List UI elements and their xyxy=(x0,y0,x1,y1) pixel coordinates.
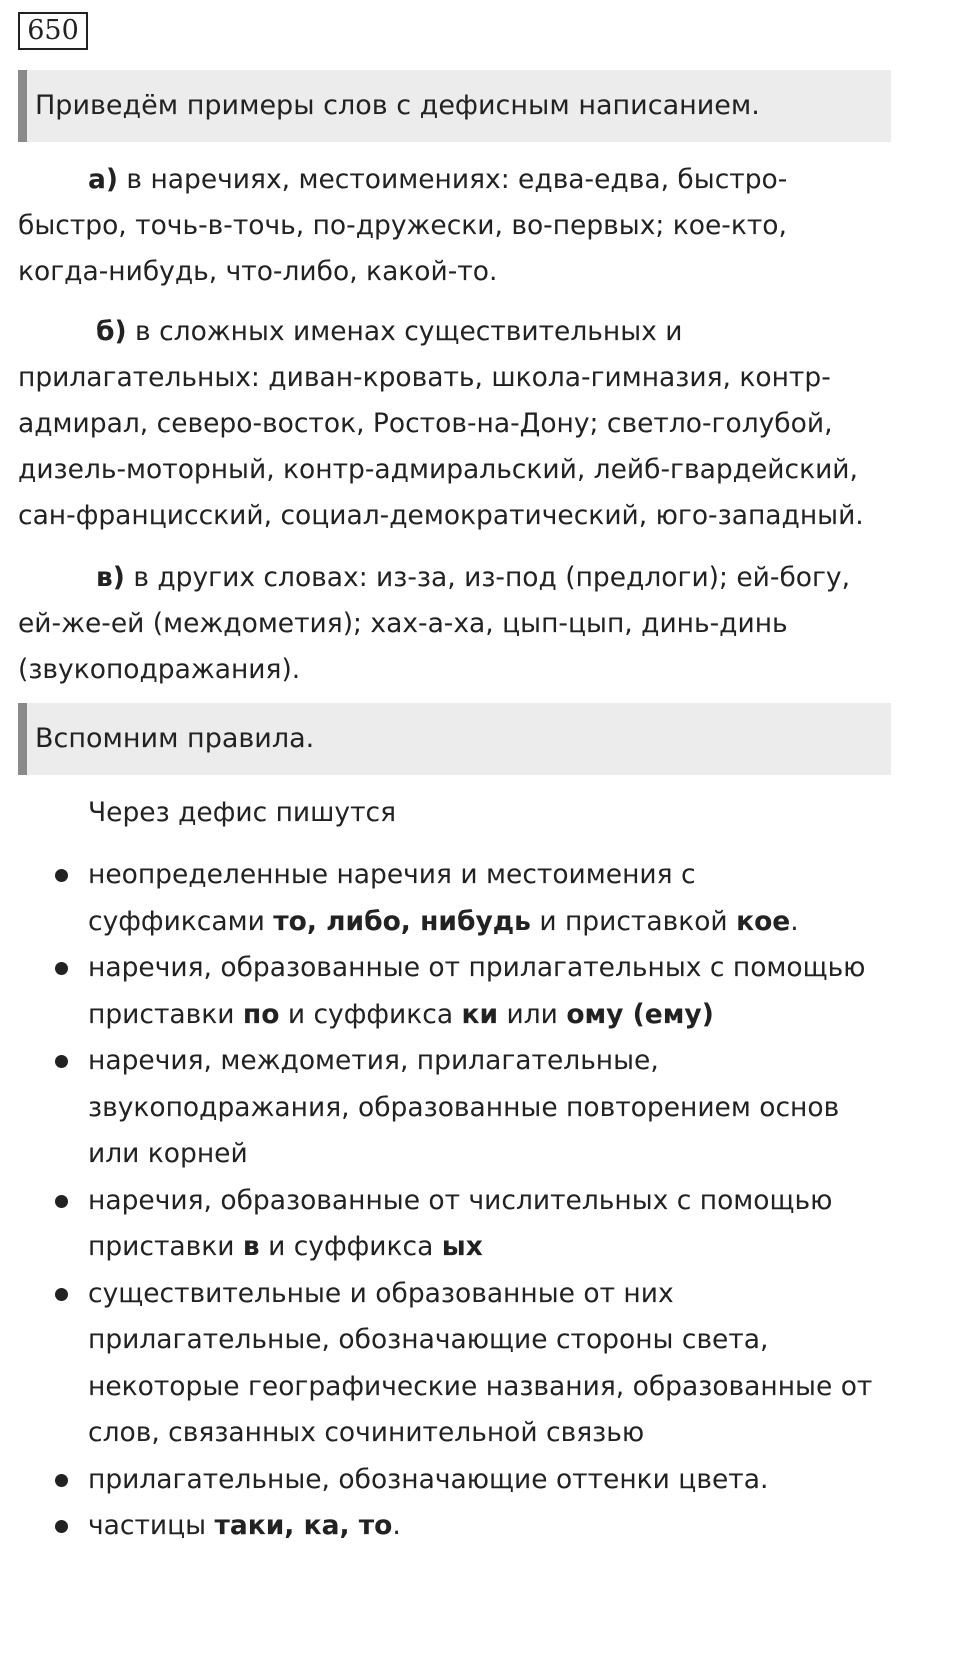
paragraph-c-line-3: (звукоподражания). xyxy=(18,654,301,685)
bullet-icon xyxy=(55,962,68,975)
rule-item-1: неопределенные наречия и местоимения с суффиксами то, либо, нибудь и приставкой кое. xyxy=(0,852,960,945)
paragraph-a-label: а) xyxy=(88,164,118,195)
rules-list xyxy=(0,852,960,1550)
paragraph-b-line-5: сан-францисский, социал-демократический, юго-западный. xyxy=(18,500,864,531)
section-banner-examples: Приведём примеры слов с дефисным написанием. xyxy=(18,70,891,142)
bullet-icon xyxy=(55,1195,68,1208)
paragraph-c-line-1: в) в других словах: из-за, из-под (предлоги); ей-богу, xyxy=(96,562,851,593)
bullet-icon xyxy=(55,869,68,882)
paragraph-a-line-2: быстро, точь-в-точь, по-дружески, во-первых; кое-кто, xyxy=(18,210,787,241)
paragraph-a xyxy=(18,157,898,295)
paragraph-a-line-3: когда-нибудь, что-либо, какой-то. xyxy=(18,256,498,287)
rule-item-7: частицы таки, ка, то. xyxy=(0,1503,960,1550)
bullet-icon xyxy=(55,1288,68,1301)
rule-item-3: наречия, междометия, прилагательные, звукоподражания, образованные повторением основ или корней xyxy=(0,1038,960,1178)
paragraph-a-line-1: а) в наречиях, местоимениях: едва-едва, быстро- xyxy=(88,164,788,195)
section-banner-rules: Вспомним правила. xyxy=(18,703,891,775)
rule-item-5: существительные и образованные от них прилагательные, обозначающие стороны света, некоторые географические названия, образованные от слов, связанных сочинительной связью xyxy=(0,1271,960,1457)
paragraph-b-line-3: адмирал, северо-восток, Ростов-на-Дону; светло-голубой, xyxy=(18,408,833,439)
paragraph-b xyxy=(18,309,898,539)
paragraph-b-line-4: дизель-моторный, контр-адмиральский, лейб-гвардейский, xyxy=(18,454,858,485)
rule-item-4: наречия, образованные от числительных с помощью приставки в и суффикса ых xyxy=(0,1178,960,1271)
exercise-number: 650 xyxy=(18,12,88,50)
paragraph-b-line-1: б) в сложных именах существительных и xyxy=(96,316,683,347)
paragraph-b-line-2: прилагательных: диван-кровать, школа-гимназия, контр- xyxy=(18,362,831,393)
paragraph-b-label: б) xyxy=(96,316,127,347)
bullet-icon xyxy=(55,1520,68,1533)
paragraph-c-line-2: ей-же-ей (междометия); хах-а-ха, цып-цып, динь-динь xyxy=(18,608,788,639)
paragraph-c xyxy=(18,555,898,693)
bullet-icon xyxy=(55,1055,68,1068)
rule-item-2: наречия, образованные от прилагательных с помощью приставки по и суффикса ки или ому (ему) xyxy=(0,945,960,1038)
rules-intro: Через дефис пишутся xyxy=(88,797,397,828)
bullet-icon xyxy=(55,1474,68,1487)
rule-item-6: прилагательные, обозначающие оттенки цвета. xyxy=(0,1457,960,1504)
paragraph-c-label: в) xyxy=(96,562,125,593)
